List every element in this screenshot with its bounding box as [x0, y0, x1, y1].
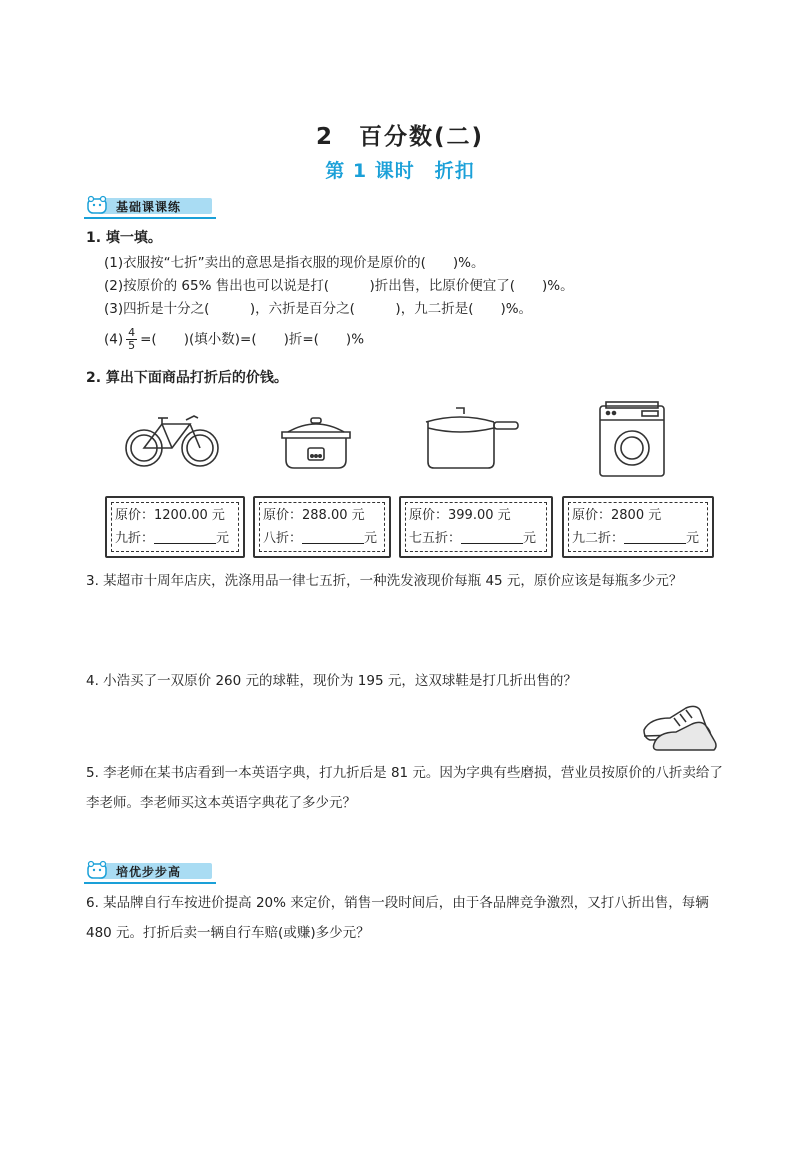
answer-blank[interactable]	[154, 529, 216, 544]
original-price: 原价：2800 元	[572, 508, 662, 523]
section-banner-advanced	[84, 858, 216, 884]
washing-machine-icon	[596, 400, 668, 478]
price-box-pot	[399, 496, 553, 558]
question-1-item-1: (1)衣服按“七折”卖出的意思是指衣服的现价是原价的( )%。	[104, 255, 485, 271]
original-price: 原价：399.00 元	[409, 508, 511, 523]
question-3: 3. 某超市十周年店庆，洗涤用品一律七五折，一种洗发液现价每瓶 45 元，原价应该是每瓶多少元？	[86, 573, 683, 589]
discount-line: 九二折： 元	[572, 531, 700, 546]
question-1-item-2: (2)按原价的 65% 售出也可以说是打( )折出售，比原价便宜了( )%。	[104, 278, 574, 294]
lesson-subtitle: 第 1 课时 折扣	[325, 160, 475, 182]
question-1-item-3: (3)四折是十分之( )，六折是百分之( )，九二折是( )%。	[104, 301, 533, 317]
fraction: $\frac{4}{5}$	[128, 326, 136, 352]
bear-icon	[86, 860, 108, 880]
bicycle-icon	[124, 410, 220, 470]
price-box-washing-machine	[562, 496, 714, 558]
question-4: 4. 小浩买了一双原价 260 元的球鞋，现价为 195 元，这双球鞋是打几折出售的？	[86, 673, 577, 689]
page-title: 2 百分数(二)	[315, 124, 485, 150]
discount-line: 八折： 元	[263, 531, 378, 546]
sneakers-icon	[640, 696, 720, 752]
bear-icon	[86, 195, 108, 215]
original-price: 原价：288.00 元	[263, 508, 365, 523]
question-1-title: 1. 填一填。	[86, 230, 162, 246]
answer-blank[interactable]	[302, 529, 364, 544]
question-6: 6. 某品牌自行车按进价提高 20% 来定价，销售一段时间后，由于各品牌竞争激烈，又打八折出售，每辆 480 元。打折后卖一辆自行车赔(或赚)多少元？	[86, 895, 709, 941]
section-banner-basic	[84, 193, 216, 219]
pot-icon	[422, 404, 522, 472]
rice-cooker-icon	[278, 412, 354, 472]
question-1-item-4: (4) $\frac{4}{5}$ =( )(填小数)=( )折=( )%	[104, 326, 365, 352]
section-label: 培优步步高	[116, 865, 182, 879]
discount-line: 九折： 元	[115, 531, 230, 546]
question-5: 5. 李老师在某书店看到一本英语字典，打九折后是 81 元。因为字典有些磨损，营业员按原价的八折卖给了李老师。李老师买这本英语字典花了多少元？	[86, 765, 723, 811]
answer-blank[interactable]	[624, 529, 686, 544]
discount-line: 七五折： 元	[409, 531, 537, 546]
question-2-title: 2. 算出下面商品打折后的价钱。	[86, 370, 288, 386]
original-price: 原价：1200.00 元	[115, 508, 225, 523]
price-box-rice-cooker	[253, 496, 391, 558]
price-box-bicycle	[105, 496, 245, 558]
answer-blank[interactable]	[461, 529, 523, 544]
section-label: 基础课课练	[116, 200, 182, 214]
